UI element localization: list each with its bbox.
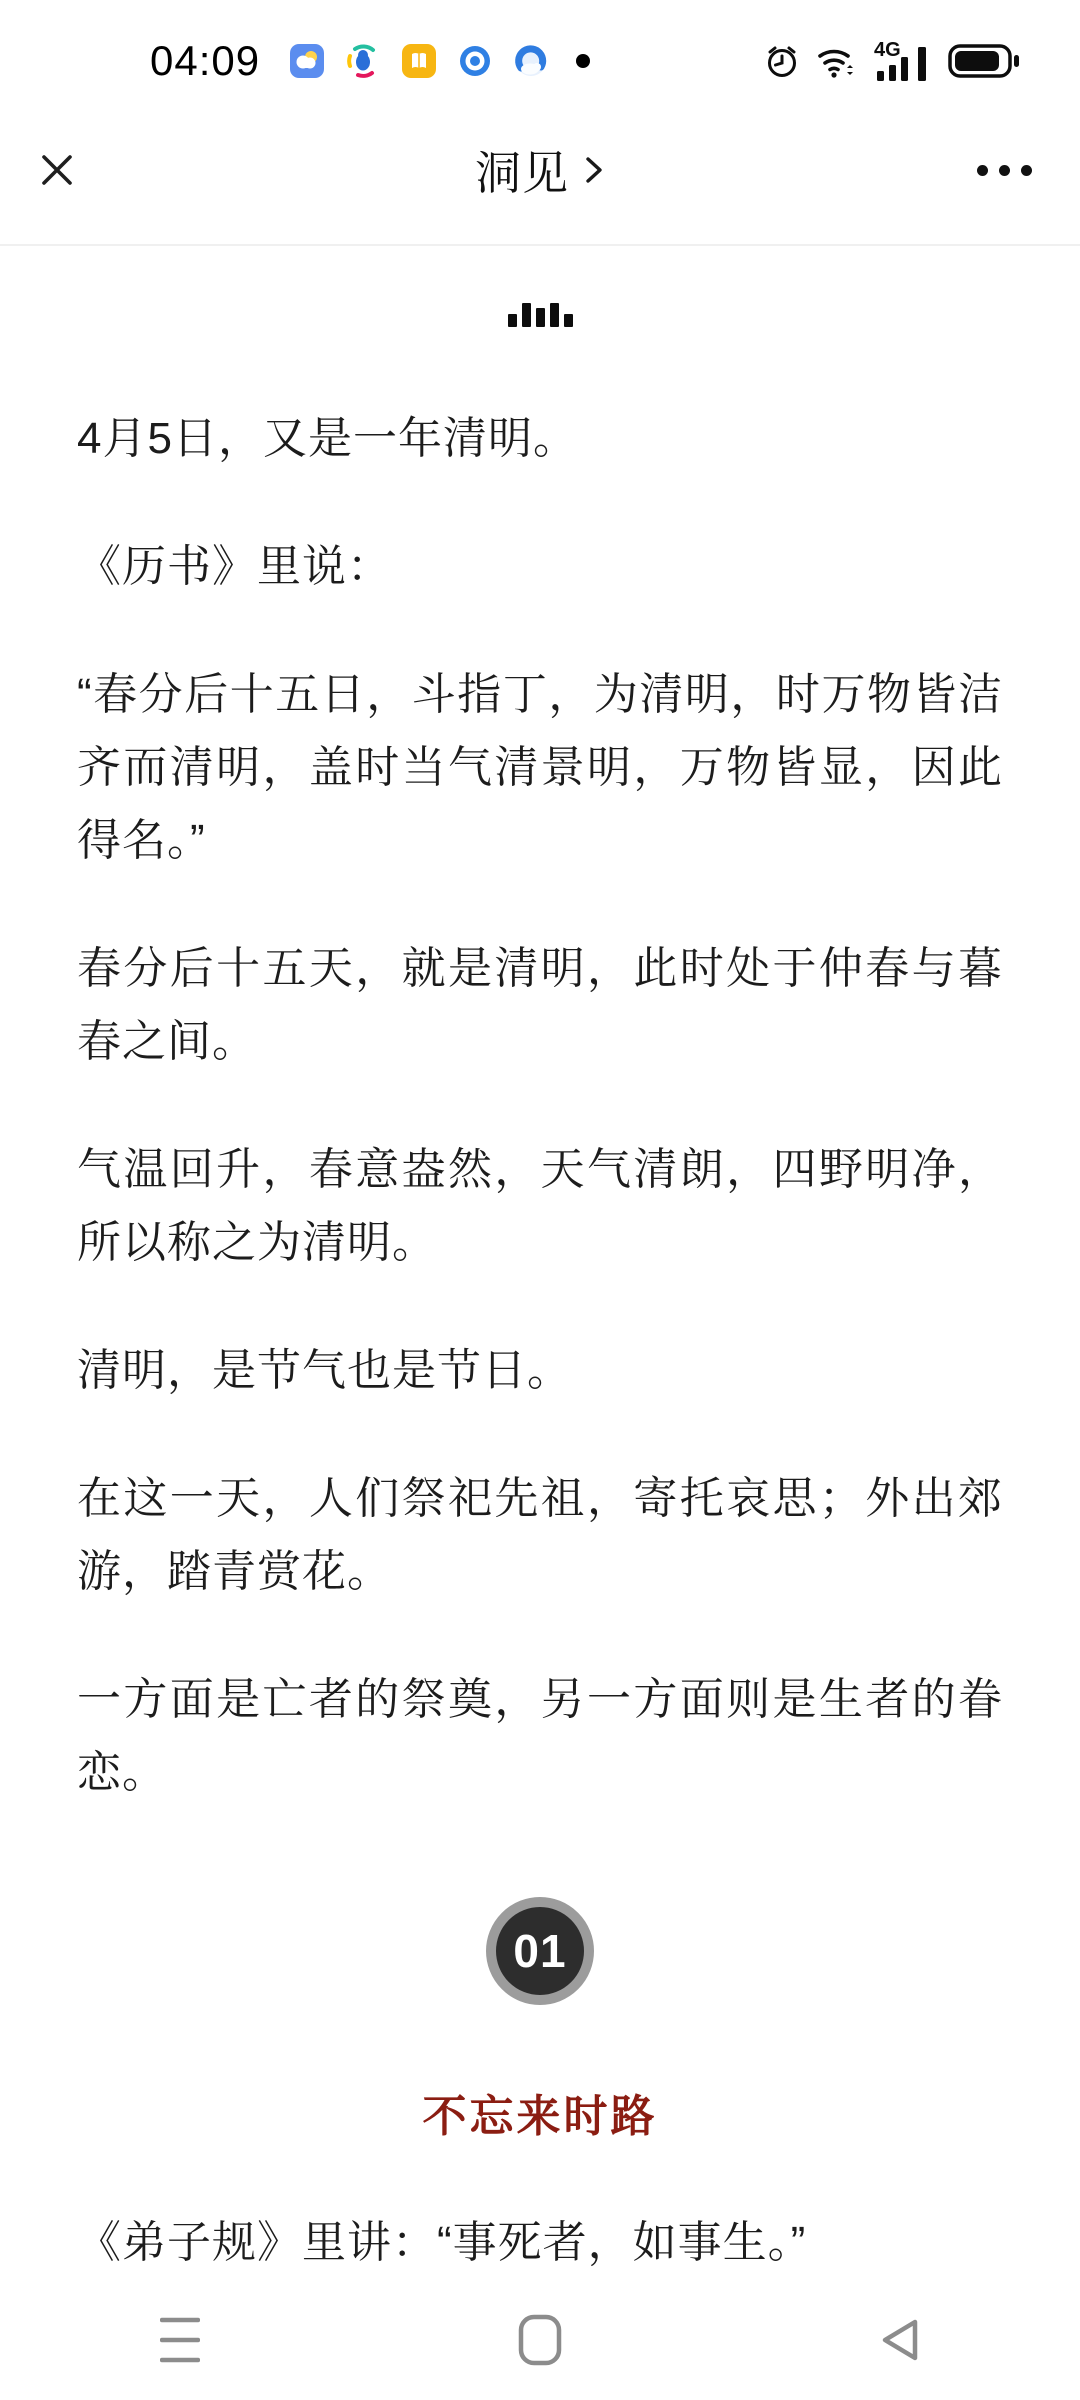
home-button[interactable] [360, 2314, 720, 2366]
system-navigation-bar [0, 2280, 1080, 2400]
back-button[interactable] [720, 2315, 1080, 2365]
paragraph: 在这一天，人们祭祀先祖，寄托哀思；外出郊游，踏青赏花。 [77, 1474, 1003, 1596]
books-app-icon [402, 44, 436, 78]
audio-waveform-icon [505, 303, 575, 327]
battery-icon [948, 42, 1022, 80]
account-name: 洞见 [475, 147, 569, 199]
section-number-badge [486, 1897, 594, 2005]
paragraph: 气温回升，春意盎然，天气清朗，四野明净，所以称之为清明。 [77, 1145, 1003, 1267]
weather-app-icon [290, 44, 324, 78]
paragraph: 《历书》里说： [77, 542, 392, 591]
paragraph: 春分后十五天，就是清明，此时处于仲春与暮春之间。 [77, 944, 1003, 1066]
paragraph: “春分后十五日，斗指丁，为清明，时万物皆洁齐而清明，盖时当气清景明，万物皆显，因此得名。” [77, 670, 1003, 865]
notification-dot [576, 54, 590, 68]
more-dots-icon[interactable] [977, 155, 1032, 186]
quark-browser-app-icon [514, 44, 548, 78]
system-status-icons [764, 39, 1022, 83]
menu-icon [160, 2315, 200, 2365]
account-title-link[interactable] [475, 137, 605, 203]
status-time: 04:09 [150, 37, 261, 84]
article-body [0, 303, 1080, 2279]
back-icon [877, 2315, 923, 2365]
article-nav-bar [0, 96, 1080, 246]
paragraph: 清明，是节气也是节日。 [77, 1346, 572, 1395]
network-type-label: 4G [874, 39, 901, 61]
qq-news-app-icon [346, 44, 380, 78]
menu-button[interactable] [0, 2315, 360, 2365]
alarm-icon [764, 43, 800, 79]
paragraph: 4月5日，又是一年清明。 [77, 414, 578, 463]
chevron-right-icon [583, 151, 605, 189]
close-icon[interactable] [34, 147, 80, 193]
paragraph: 一方面是亡者的祭奠，另一方面则是生者的眷恋。 [77, 1675, 1003, 1797]
home-icon [518, 2314, 562, 2366]
circle-app-icon [458, 44, 492, 78]
section-title: 不忘来时路 [422, 2092, 658, 2141]
signal-4g-icon [874, 39, 932, 83]
section-number: 01 [513, 1925, 567, 1977]
paragraph: 《弟子规》里讲：“事死者，如事生。” [77, 2218, 807, 2267]
status-bar [0, 0, 1080, 96]
wifi-icon [816, 43, 858, 79]
notification-icons [290, 44, 590, 78]
